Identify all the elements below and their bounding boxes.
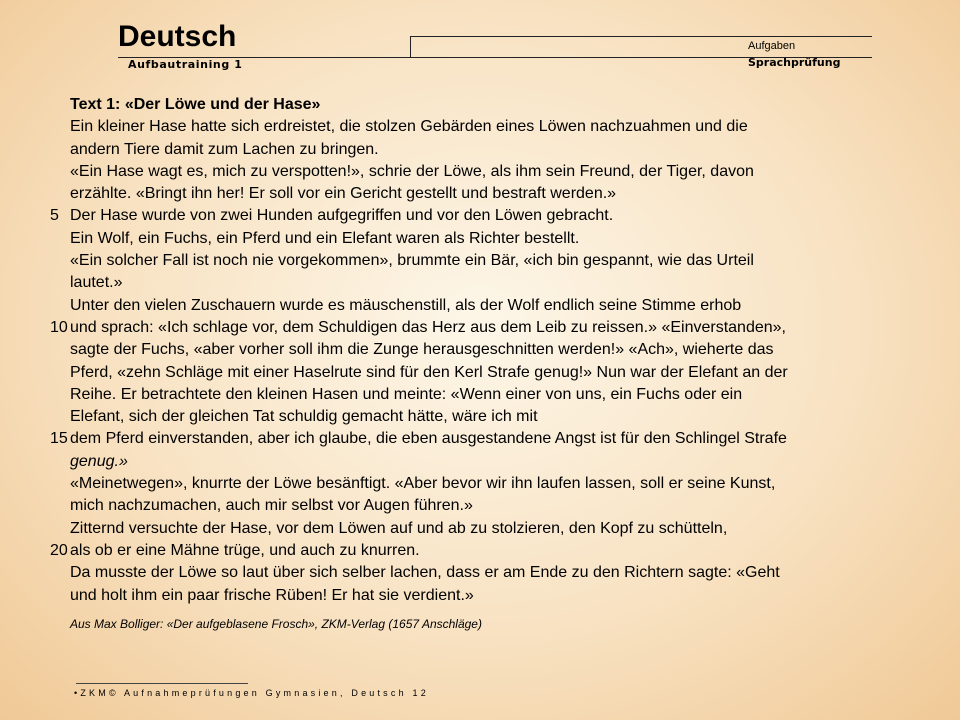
text-line: Elefant, sich der gleichen Tat schuldig gemacht hätte, wäre ich mit xyxy=(70,408,538,426)
text-line: 15 dem Pferd einverstanden, aber ich glaube, die eben ausgestandene Angst ist für den Schlingel Strafe xyxy=(50,428,930,450)
line-number: 10 xyxy=(50,318,68,336)
section-label: Aufgaben xyxy=(748,40,796,52)
text-line: 10 und sprach: «Ich schlage vor, dem Schuldigen das Herz aus dem Leib zu reissen.» «Einverstanden», xyxy=(50,317,930,339)
line-number: 15 xyxy=(50,430,68,448)
text-line: sagte der Fuchs, «aber vorher soll ihm die Zunge herausgeschnitten werden!» «Ach», wieherte das xyxy=(70,341,774,359)
text-line: genug.» xyxy=(70,452,128,470)
line-number: 20 xyxy=(50,541,68,559)
text-line: 5 Der Hase wurde von zwei Hunden aufgegriffen und vor den Löwen gebracht. xyxy=(50,205,930,227)
page-title: Deutsch xyxy=(118,20,237,53)
text-line: «Ein solcher Fall ist noch nie vorgekommen», brummte ein Bär, «ich bin gespannt, wie das Urteil xyxy=(70,252,754,270)
text-line: lautet.» xyxy=(70,274,123,292)
text-line: Ein Wolf, ein Fuchs, ein Pferd und ein Elefant waren als Richter bestellt. xyxy=(70,229,580,247)
section-sublabel: Sprachprüfung xyxy=(748,56,841,69)
footer-divider xyxy=(76,683,248,684)
page-subtitle: Aufbautraining 1 xyxy=(128,58,243,71)
text-line: Unter den vielen Zuschauern wurde es mäuschenstill, als der Wolf endlich seine Stimme erhob xyxy=(70,296,742,314)
text-body xyxy=(50,94,930,607)
footer-text: •ZKM© Aufnahmeprüfungen Gymnasien, Deutsch 12 xyxy=(74,688,429,698)
line-number: 5 xyxy=(50,207,59,225)
text-line: 20 als ob er eine Mähne trüge, und auch zu knurren. xyxy=(50,540,930,562)
text-line: «Meinetwegen», knurrte der Löwe besänftigt. «Aber bevor wir ihn laufen lassen, soll er seine Kunst, xyxy=(70,475,776,493)
text-line: «Ein Hase wagt es, mich zu verspotten!», schrie der Löwe, als ihm sein Freund, der Tiger, davon xyxy=(70,162,754,180)
text-line: Reihe. Er betrachtete den kleinen Hasen und meinte: «Wenn einer von uns, ein Fuchs oder ein xyxy=(70,385,743,403)
text-line: Da musste der Löwe so laut über sich selber lachen, dass er am Ende zu den Richtern sagte: «Geht xyxy=(70,564,780,582)
text-line: Ein kleiner Hase hatte sich erdreistet, die stolzen Gebärden eines Löwen nachzuahmen und die xyxy=(70,118,748,136)
header-divider-top xyxy=(410,36,872,37)
source-citation: Aus Max Bolliger: «Der aufgeblasene Frosch», ZKM-Verlag (1657 Anschläge) xyxy=(70,617,482,631)
text-line: andern Tiere damit zum Lachen zu bringen. xyxy=(70,140,379,158)
text-line: Pferd, «zehn Schläge mit einer Haselrute sind für den Kerl Strafe genug!» Nun war der Elefant an der xyxy=(70,363,788,381)
text-line: Zitternd versuchte der Hase, vor dem Löwen auf und ab zu stolzieren, den Kopf zu schütteln, xyxy=(70,519,728,537)
text-line: mich nachzumachen, auch mir selbst vor Augen führen.» xyxy=(70,497,473,515)
text-heading: Text 1: «Der Löwe und der Hase» xyxy=(70,96,321,113)
header-divider-vertical xyxy=(410,36,411,58)
text-line: erzählte. «Bringt ihn her! Er soll vor ein Gericht gestellt und bestraft werden.» xyxy=(70,185,617,203)
text-line: und holt ihm ein paar frische Rüben! Er hat sie verdient.» xyxy=(70,586,474,604)
